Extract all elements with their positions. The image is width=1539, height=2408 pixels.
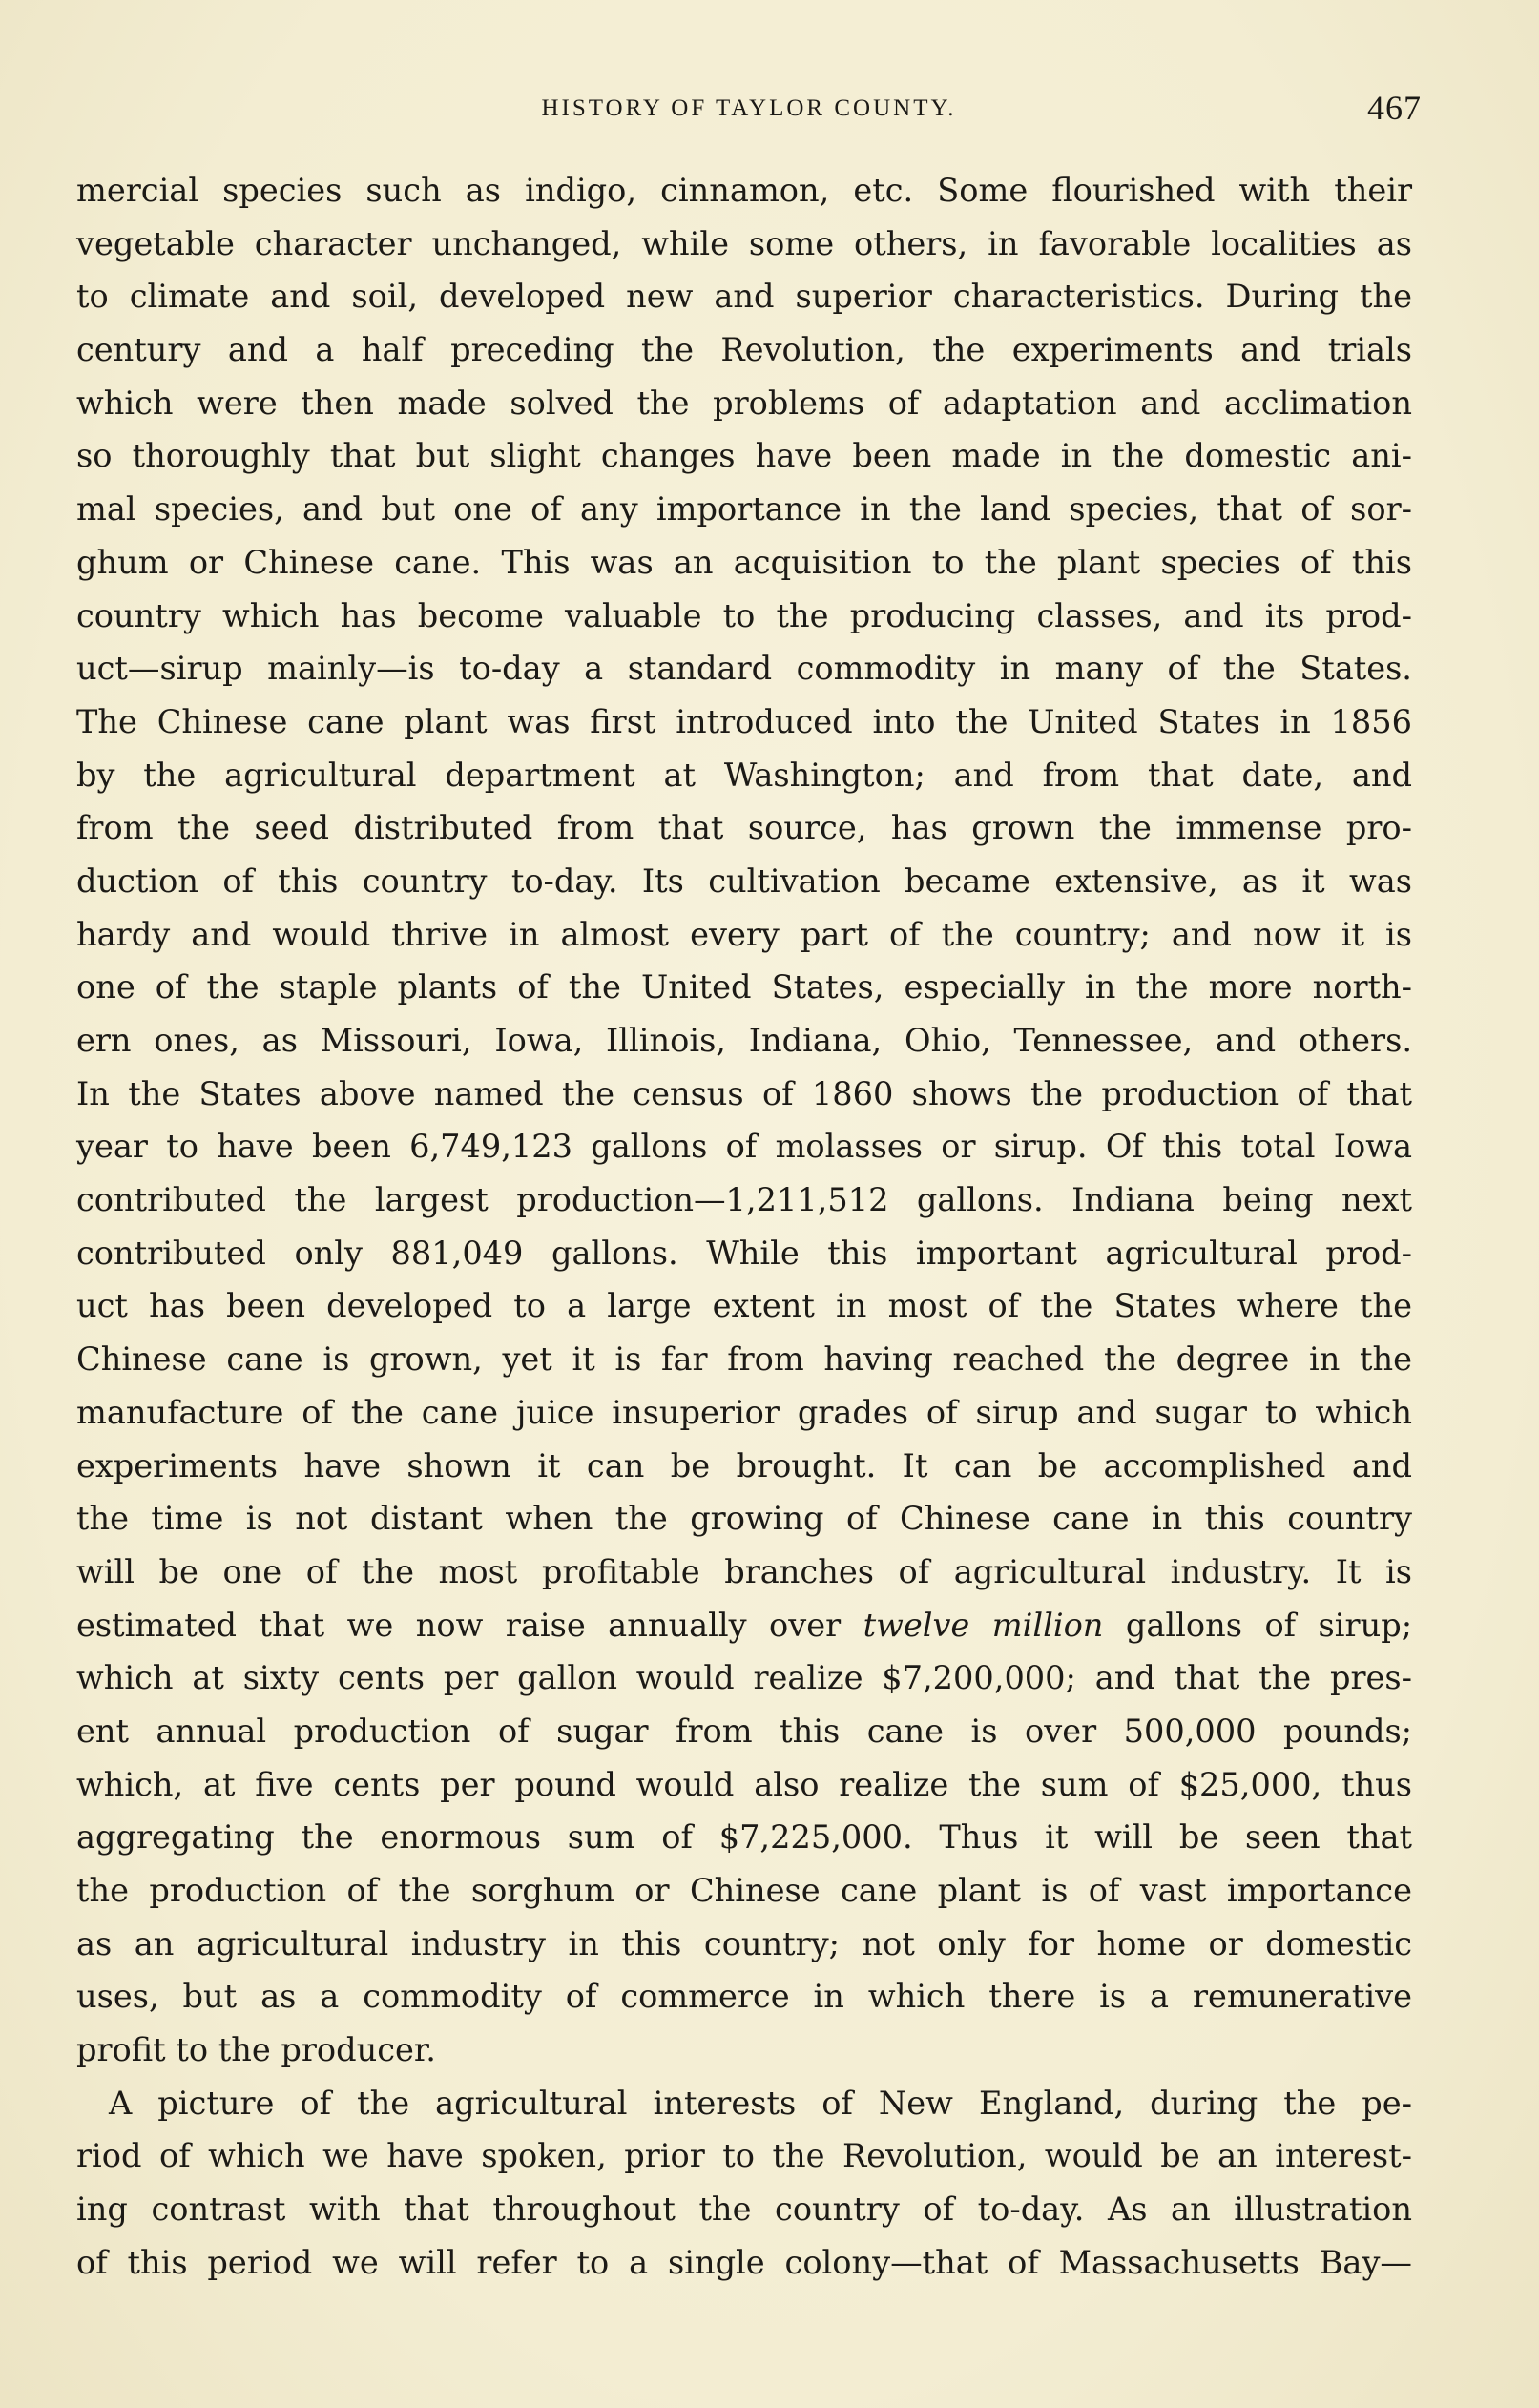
text-line: will be one of the most profitable branches of agricultural industry. It is <box>76 1552 1412 1590</box>
text-line: ent annual production of sugar from this cane is over 500,000 pounds; <box>76 1712 1412 1750</box>
page-number: 467 <box>1367 89 1422 127</box>
text-line: country which has become valuable to the producing classes, and its prod- <box>76 596 1412 634</box>
body-text <box>76 164 1412 2290</box>
text-segment: gallons of sirup; <box>1103 1606 1413 1644</box>
text-line: which were then made solved the problems of adaptation and acclimation <box>76 384 1412 422</box>
italic-phrase: twelve million <box>863 1606 1104 1644</box>
text-line: vegetable character unchanged, while some others, in favorable localities as <box>76 224 1412 262</box>
running-title: HISTORY OF TAYLOR COUNTY. <box>541 95 957 121</box>
text-line: as an agricultural industry in this country; not only for home or domestic <box>76 1924 1412 1962</box>
text-line: so thoroughly that but slight changes have been made in the domestic ani- <box>76 437 1412 475</box>
text-line: In the States above named the census of 1860 shows the production of that <box>76 1074 1412 1112</box>
text-line: by the agricultural department at Washington; and from that date, and <box>76 756 1412 794</box>
text-line: manufacture of the cane juice insuperior grades of sirup and sugar to which <box>76 1393 1412 1431</box>
text-line: the time is not distant when the growing of Chinese cane in this country <box>76 1500 1412 1538</box>
text-line: contributed the largest production—1,211,512 gallons. Indiana being next <box>76 1181 1412 1219</box>
text-line: one of the staple plants of the United States, especially in the more north- <box>76 968 1412 1007</box>
text-segment: estimated that we now raise annually over <box>76 1606 863 1644</box>
text-line: uses, but as a commodity of commerce in which there is a remunerative <box>76 1978 1412 2016</box>
text-line: experiments have shown it can be brought. It can be accomplished and <box>76 1446 1412 1484</box>
text-line: mal species, and but one of any importance in the land species, that of sor- <box>76 490 1412 529</box>
text-line: the production of the sorghum or Chinese cane plant is of vast importance <box>76 1872 1412 1909</box>
paragraph-end-line: profit to the producer. <box>76 2031 436 2069</box>
text-line: from the seed distributed from that source, has grown the immense pro- <box>76 809 1412 847</box>
text-line: Chinese cane is grown, yet it is far from having reached the degree in the <box>76 1340 1412 1379</box>
text-line: of this period we will refer to a single colony—that of Massachusetts Bay— <box>76 2243 1412 2281</box>
text-line-with-italic <box>76 1599 1412 1652</box>
text-line: ghum or Chinese cane. This was an acquisition to the plant species of this <box>76 543 1412 581</box>
text-line: century and a half preceding the Revolution, the experiments and trials <box>76 331 1412 369</box>
text-line: uct—sirup mainly—is to-day a standard commodity in many of the States. <box>76 650 1412 688</box>
text-line: uct has been developed to a large extent in most of the States where the <box>76 1287 1412 1325</box>
paragraph-start-line: A picture of the agricultural interests of New England, during the pe- <box>109 2084 1412 2122</box>
running-head <box>76 88 1422 130</box>
text-line: hardy and would thrive in almost every part of the country; and now it is <box>76 915 1412 953</box>
text-line: to climate and soil, developed new and superior characteristics. During the <box>76 278 1412 316</box>
text-line: duction of this country to-day. Its cultivation became extensive, as it was <box>76 861 1412 900</box>
text-line: contributed only 881,049 gallons. While this important agricultural prod- <box>76 1234 1412 1272</box>
text-line: The Chinese cane plant was first introduced into the United States in 1856 <box>76 702 1412 740</box>
text-line: ern ones, as Missouri, Iowa, Illinois, Indiana, Ohio, Tennessee, and others. <box>76 1022 1412 1059</box>
text-line: which, at five cents per pound would also realize the sum of $25,000, thus <box>76 1765 1412 1803</box>
text-line: aggregating the enormous sum of $7,225,000. Thus it will be seen that <box>76 1818 1412 1857</box>
text-line: ing contrast with that throughout the country of to-day. As an illustration <box>76 2190 1412 2229</box>
text-line: riod of which we have spoken, prior to the Revolution, would be an interest- <box>76 2137 1412 2175</box>
text-line: which at sixty cents per gallon would realize $7,200,000; and that the pres- <box>76 1659 1412 1697</box>
text-line: mercial species such as indigo, cinnamon, etc. Some flourished with their <box>76 172 1412 209</box>
text-line: year to have been 6,749,123 gallons of molasses or sirup. Of this total Iowa <box>76 1128 1412 1166</box>
